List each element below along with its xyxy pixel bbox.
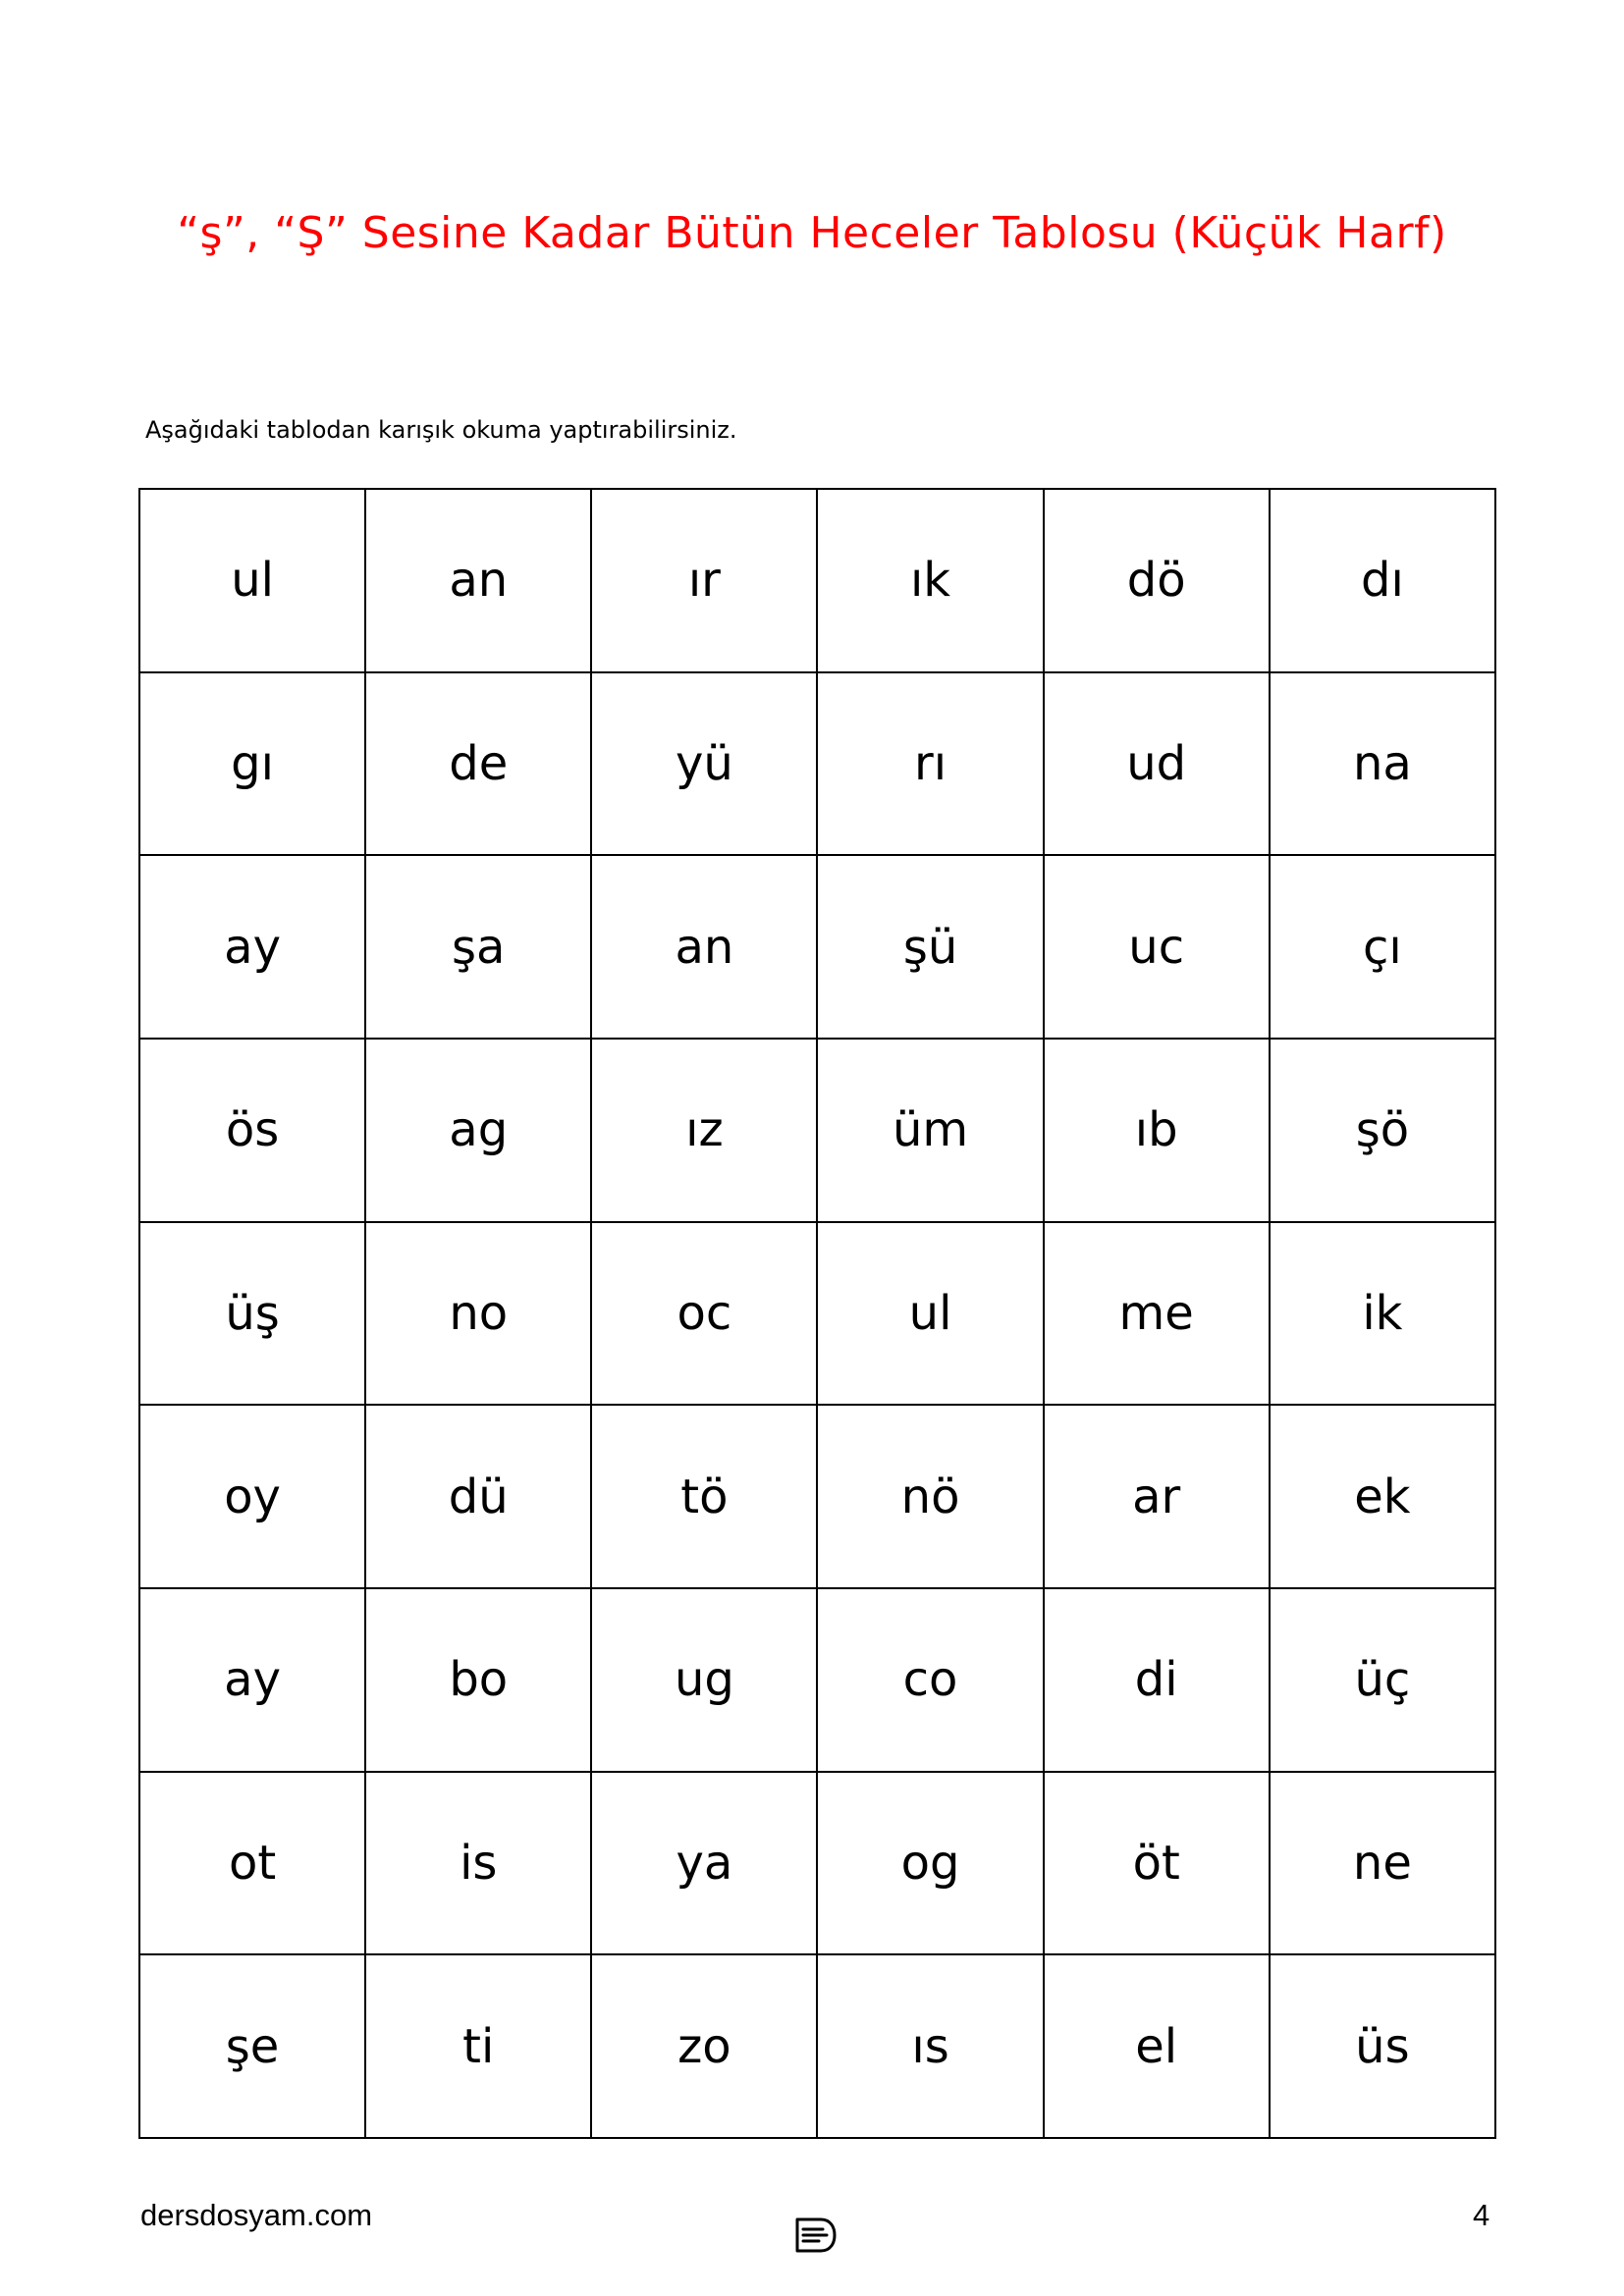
table-row — [139, 1222, 1495, 1406]
table-cell: ik — [1270, 1222, 1495, 1406]
table-row — [139, 1954, 1495, 2138]
table-cell: ös — [139, 1039, 365, 1222]
table-cell: dü — [365, 1405, 591, 1588]
table-cell: üs — [1270, 1954, 1495, 2138]
table-cell: yü — [591, 672, 817, 856]
table-cell: co — [817, 1588, 1043, 1772]
table-cell: ay — [139, 1588, 365, 1772]
instruction-text: Aşağıdaki tablodan karışık okuma yaptırabilirsiniz. — [145, 416, 737, 444]
table-cell: oc — [591, 1222, 817, 1406]
table-cell: ug — [591, 1588, 817, 1772]
table-cell: ag — [365, 1039, 591, 1222]
table-cell: şü — [817, 855, 1043, 1039]
table-cell: na — [1270, 672, 1495, 856]
table-cell: ya — [591, 1772, 817, 1955]
table-cell: şö — [1270, 1039, 1495, 1222]
table-cell: bo — [365, 1588, 591, 1772]
table-cell: ıb — [1044, 1039, 1270, 1222]
table-cell: no — [365, 1222, 591, 1406]
table-cell: dı — [1270, 489, 1495, 672]
table-cell: ud — [1044, 672, 1270, 856]
table-cell: ek — [1270, 1405, 1495, 1588]
table-row — [139, 1588, 1495, 1772]
footer-site-link[interactable]: dersdosyam.com — [140, 2198, 373, 2232]
table-cell: tö — [591, 1405, 817, 1588]
table-cell: de — [365, 672, 591, 856]
table-cell: an — [591, 855, 817, 1039]
table-cell: el — [1044, 1954, 1270, 2138]
table-cell: gı — [139, 672, 365, 856]
table-row — [139, 672, 1495, 856]
table-cell: me — [1044, 1222, 1270, 1406]
page-number: 4 — [1473, 2198, 1490, 2232]
table-cell: rı — [817, 672, 1043, 856]
table-cell: is — [365, 1772, 591, 1955]
table-cell: ul — [139, 489, 365, 672]
table-cell: og — [817, 1772, 1043, 1955]
table-cell: öt — [1044, 1772, 1270, 1955]
table-cell: ul — [817, 1222, 1043, 1406]
table-cell: an — [365, 489, 591, 672]
table-cell: di — [1044, 1588, 1270, 1772]
table-cell: ır — [591, 489, 817, 672]
table-cell: şa — [365, 855, 591, 1039]
table-cell: üş — [139, 1222, 365, 1406]
table-cell: ne — [1270, 1772, 1495, 1955]
table-row — [139, 1039, 1495, 1222]
table-cell: uc — [1044, 855, 1270, 1039]
table-cell: şe — [139, 1954, 365, 2138]
table-cell: ız — [591, 1039, 817, 1222]
table-cell: ay — [139, 855, 365, 1039]
document-logo-icon — [793, 2216, 839, 2255]
table-cell: çı — [1270, 855, 1495, 1039]
table-cell: nö — [817, 1405, 1043, 1588]
table-row — [139, 489, 1495, 672]
table-row — [139, 1772, 1495, 1955]
table-cell: üm — [817, 1039, 1043, 1222]
page-title: “ş”, “Ş” Sesine Kadar Bütün Heceler Tablosu (Küçük Harf) — [177, 208, 1447, 258]
table-cell: ot — [139, 1772, 365, 1955]
table-cell: ti — [365, 1954, 591, 2138]
table-cell: oy — [139, 1405, 365, 1588]
table-cell: ıs — [817, 1954, 1043, 2138]
syllable-table-container — [138, 488, 1496, 2139]
table-row — [139, 855, 1495, 1039]
table-cell: ık — [817, 489, 1043, 672]
table-cell: zo — [591, 1954, 817, 2138]
syllable-table — [138, 488, 1496, 2139]
table-row — [139, 1405, 1495, 1588]
table-cell: ar — [1044, 1405, 1270, 1588]
table-cell: dö — [1044, 489, 1270, 672]
table-cell: üç — [1270, 1588, 1495, 1772]
